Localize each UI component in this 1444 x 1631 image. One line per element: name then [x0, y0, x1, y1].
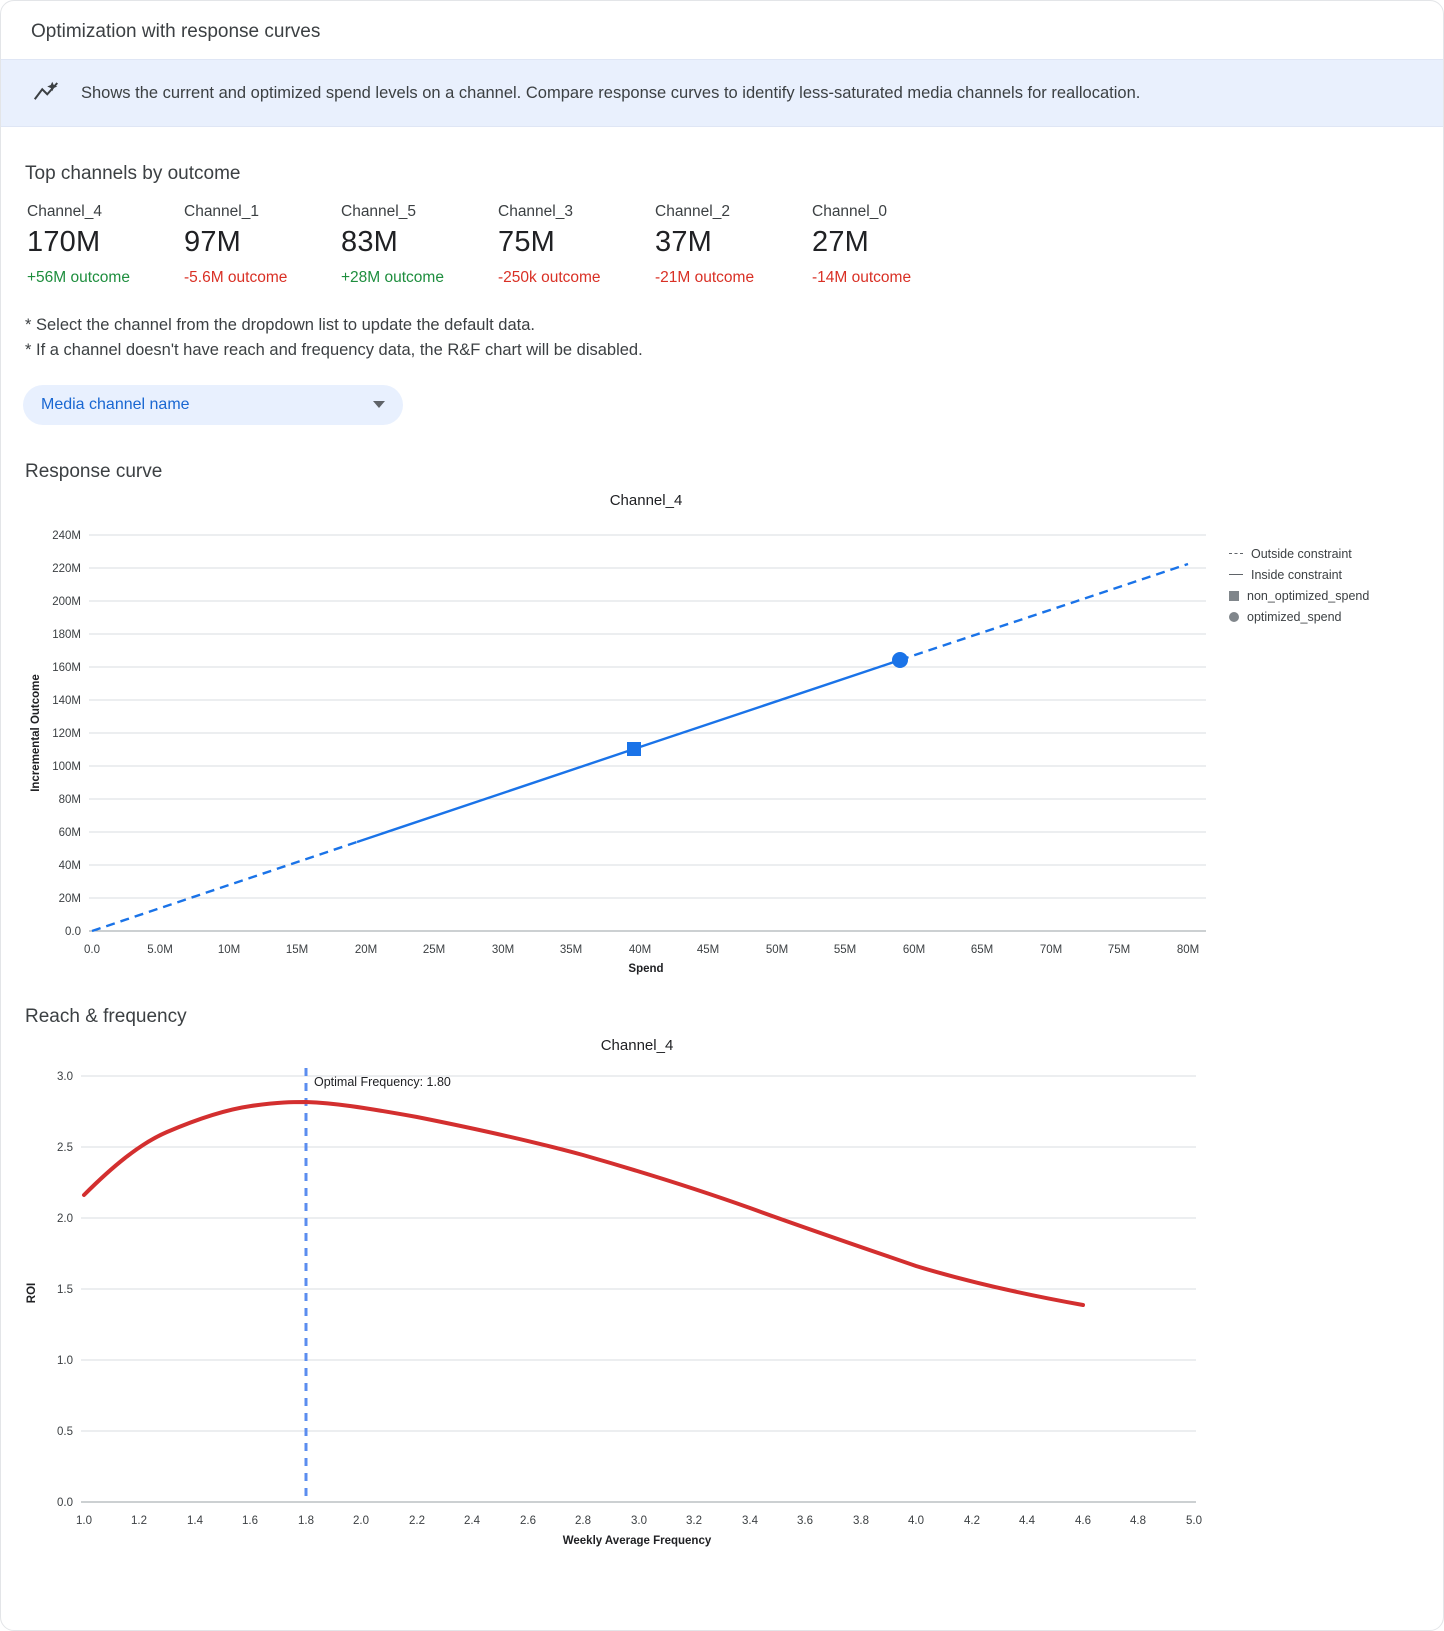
rf-x-axis-label: Weekly Average Frequency: [562, 1534, 712, 1547]
page-title: Optimization with response curves: [31, 21, 321, 42]
kpi-value: 75M: [498, 226, 556, 258]
svg-text:0.0: 0.0: [84, 943, 100, 956]
svg-text:0.0: 0.0: [57, 1496, 73, 1509]
svg-text:2.6: 2.6: [520, 1514, 536, 1527]
svg-text:1.8: 1.8: [298, 1514, 314, 1527]
kpi-value: 83M: [341, 226, 399, 258]
optimized-spend-marker[interactable]: [892, 652, 908, 668]
kpi-value: 170M: [27, 226, 101, 258]
svg-text:140M: 140M: [52, 694, 81, 707]
info-text: Shows the current and optimized spend levels on a channel. Compare response curves to identify less-saturated media channels for reallocation.: [81, 83, 1141, 102]
svg-text:20M: 20M: [58, 892, 81, 905]
reach-frequency-heading: Reach & frequency: [25, 1005, 187, 1027]
trending-up-icon: [31, 78, 61, 108]
svg-text:25M: 25M: [422, 943, 446, 956]
svg-text:60M: 60M: [58, 826, 81, 839]
response-chart-legend: [1229, 547, 1369, 631]
response-curve-chart: [1, 483, 1443, 988]
svg-text:160M: 160M: [52, 661, 81, 674]
svg-text:3.0: 3.0: [631, 1514, 647, 1527]
kpi-channel-name: Channel_3: [498, 203, 573, 220]
info-banner: [1, 59, 1443, 127]
dashed-line-icon: [1229, 553, 1243, 554]
svg-text:1.2: 1.2: [131, 1514, 147, 1527]
media-channel-dropdown-label: Media channel name: [41, 395, 190, 413]
svg-text:5.0M: 5.0M: [147, 943, 173, 956]
non-optimized-spend-marker[interactable]: [627, 742, 641, 756]
kpi-card: [341, 203, 498, 287]
svg-text:1.5: 1.5: [57, 1283, 73, 1296]
kpi-value: 37M: [655, 226, 713, 258]
svg-text:10M: 10M: [217, 943, 241, 956]
kpi-channel-name: Channel_0: [812, 203, 887, 220]
note-line-2: * If a channel doesn't have reach and frequency data, the R&F chart will be disabled.: [25, 340, 643, 359]
top-channels-row: [27, 203, 1443, 287]
svg-text:2.5: 2.5: [57, 1141, 73, 1154]
legend-label: Inside constraint: [1251, 567, 1343, 582]
svg-text:35M: 35M: [559, 943, 583, 956]
chevron-down-icon[interactable]: [373, 401, 385, 408]
response-x-axis-label: Spend: [628, 962, 664, 975]
svg-text:1.4: 1.4: [187, 1514, 203, 1527]
kpi-channel-name: Channel_4: [27, 203, 102, 220]
svg-text:40M: 40M: [628, 943, 652, 956]
response-y-axis-label: Incremental Outcome: [30, 673, 42, 792]
outside-constraint-lower: [92, 842, 357, 931]
svg-text:5.0: 5.0: [1186, 1514, 1202, 1527]
svg-text:50M: 50M: [765, 943, 789, 956]
legend-label: non_optimized_spend: [1247, 588, 1370, 603]
solid-line-icon: [1229, 574, 1243, 575]
response-curve-svg: [1, 483, 1444, 983]
svg-text:4.2: 4.2: [964, 1514, 980, 1527]
legend-item-outside-constraint: [1229, 547, 1369, 561]
kpi-card: [184, 203, 341, 287]
optimal-frequency-annotation: Optimal Frequency: 1.80: [314, 1074, 451, 1089]
svg-text:1.0: 1.0: [76, 1514, 92, 1527]
kpi-card: [498, 203, 655, 287]
svg-text:20M: 20M: [354, 943, 378, 956]
svg-text:3.0: 3.0: [57, 1070, 73, 1083]
svg-text:1.0: 1.0: [57, 1354, 73, 1367]
reach-frequency-chart: [1, 1028, 1443, 1573]
kpi-card: [27, 203, 184, 287]
svg-text:80M: 80M: [58, 793, 81, 806]
media-channel-dropdown[interactable]: [23, 385, 403, 425]
svg-text:2.0: 2.0: [353, 1514, 369, 1527]
svg-text:45M: 45M: [696, 943, 720, 956]
svg-text:0.0: 0.0: [65, 925, 81, 938]
kpi-value: 27M: [812, 226, 870, 258]
kpi-channel-name: Channel_1: [184, 203, 259, 220]
svg-text:40M: 40M: [58, 859, 81, 872]
kpi-delta: -250k outcome: [498, 269, 601, 286]
svg-text:70M: 70M: [1039, 943, 1063, 956]
svg-text:4.6: 4.6: [1075, 1514, 1091, 1527]
note-line-1: * Select the channel from the dropdown list to update the default data.: [25, 316, 536, 334]
response-chart-title: Channel_4: [609, 491, 683, 509]
kpi-channel-name: Channel_2: [655, 203, 730, 220]
svg-text:2.0: 2.0: [57, 1212, 73, 1225]
rf-chart-title: Channel_4: [600, 1036, 674, 1054]
svg-text:240M: 240M: [52, 529, 81, 542]
kpi-card: [812, 203, 969, 287]
svg-text:2.2: 2.2: [409, 1514, 425, 1527]
svg-text:120M: 120M: [52, 727, 81, 740]
svg-text:1.6: 1.6: [242, 1514, 258, 1527]
circle-marker-icon: [1229, 612, 1239, 622]
svg-text:100M: 100M: [52, 760, 81, 773]
outside-constraint-upper: [900, 564, 1188, 660]
svg-text:55M: 55M: [833, 943, 857, 956]
kpi-delta: -21M outcome: [655, 269, 755, 286]
svg-text:3.2: 3.2: [686, 1514, 702, 1527]
svg-text:3.6: 3.6: [797, 1514, 813, 1527]
legend-item-inside-constraint: [1229, 568, 1369, 582]
reach-frequency-svg: [1, 1028, 1444, 1568]
svg-text:4.4: 4.4: [1019, 1514, 1035, 1527]
legend-label: optimized_spend: [1247, 609, 1342, 624]
kpi-delta: +56M outcome: [27, 269, 130, 286]
top-channels-heading: Top channels by outcome: [25, 163, 241, 184]
svg-text:4.8: 4.8: [1130, 1514, 1146, 1527]
square-marker-icon: [1229, 591, 1239, 601]
svg-text:0.5: 0.5: [57, 1425, 73, 1438]
svg-text:4.0: 4.0: [908, 1514, 924, 1527]
kpi-channel-name: Channel_5: [341, 203, 416, 220]
svg-text:180M: 180M: [52, 628, 81, 641]
kpi-card: [655, 203, 812, 287]
svg-text:30M: 30M: [491, 943, 515, 956]
svg-text:80M: 80M: [1176, 943, 1200, 956]
response-curve-heading: Response curve: [25, 460, 163, 482]
rf-y-axis-label: ROI: [26, 1282, 38, 1303]
svg-text:2.4: 2.4: [464, 1514, 480, 1527]
svg-text:3.4: 3.4: [742, 1514, 758, 1527]
svg-text:75M: 75M: [1107, 943, 1131, 956]
kpi-delta: +28M outcome: [341, 269, 444, 286]
kpi-delta: -5.6M outcome: [184, 269, 288, 286]
svg-text:65M: 65M: [970, 943, 994, 956]
notes: [25, 313, 1443, 363]
legend-label: Outside constraint: [1251, 546, 1352, 561]
svg-text:15M: 15M: [285, 943, 309, 956]
svg-text:220M: 220M: [52, 562, 81, 575]
roi-curve: [84, 1102, 1083, 1305]
legend-item-optimized-spend: [1229, 610, 1369, 624]
svg-text:200M: 200M: [52, 595, 81, 608]
svg-text:60M: 60M: [902, 943, 926, 956]
svg-text:2.8: 2.8: [575, 1514, 591, 1527]
kpi-delta: -14M outcome: [812, 269, 912, 286]
legend-item-non-optimized-spend: [1229, 589, 1369, 603]
svg-text:3.8: 3.8: [853, 1514, 869, 1527]
kpi-value: 97M: [184, 226, 242, 258]
